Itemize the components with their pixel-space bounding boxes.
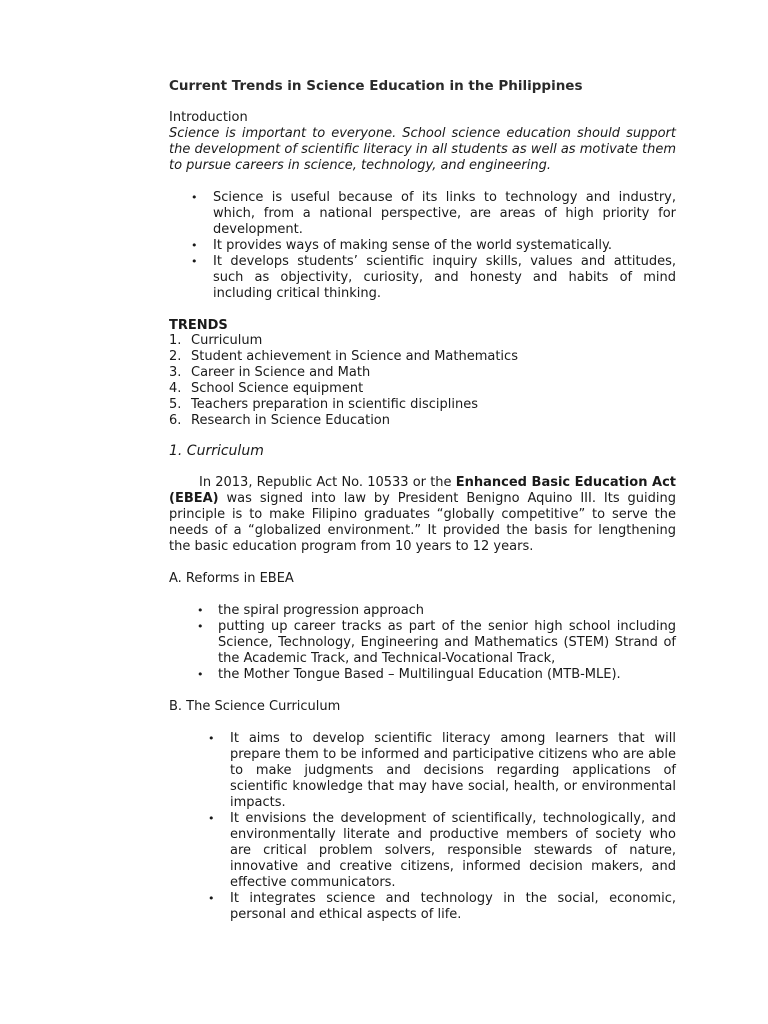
document-title: Current Trends in Science Education in the Philippines: [169, 78, 583, 94]
curriculum-paragraph: [169, 475, 676, 555]
list-item-text: Science is useful because of its links to technology and industry, which, from a national perspective, are areas of high priority for development.: [213, 190, 676, 237]
bullet-icon: •: [208, 812, 215, 825]
list-item-text: It integrates science and technology in the social, economic, personal and ethical aspects of life.: [230, 891, 676, 922]
trend-number: 1.: [169, 333, 182, 348]
introduction-bullet-list: [191, 190, 676, 302]
trend-item: [169, 397, 518, 413]
introduction-text: [169, 126, 676, 174]
trend-item: [169, 413, 518, 429]
subheading-science-curriculum: B. The Science Curriculum: [169, 699, 341, 714]
list-item-text: It develops students’ scientific inquiry skills, values and attitudes, such as objectivity, curiosity, and honesty and habits of mind including critical thinking.: [213, 254, 676, 301]
introduction-paragraph: Science is important to everyone. School science education should support the development of scientific literacy in all students as well as motivate them to pursue careers in science, technology, and engineering.: [169, 126, 676, 173]
trend-label: Career in Science and Math: [191, 365, 371, 380]
trend-number: 3.: [169, 365, 182, 380]
trend-number: 2.: [169, 349, 182, 364]
list-item: [208, 891, 676, 923]
bullet-icon: •: [197, 668, 204, 681]
trend-item: [169, 333, 518, 349]
trend-item: [169, 365, 518, 381]
bullet-icon: •: [191, 239, 198, 252]
list-item: [197, 667, 676, 683]
bullet-icon: •: [208, 732, 215, 745]
list-item: [197, 619, 676, 667]
trend-item: [169, 381, 518, 397]
paragraph: [169, 475, 676, 555]
subheading-reforms: A. Reforms in EBEA: [169, 571, 294, 586]
list-item: [208, 731, 676, 811]
list-item: [191, 254, 676, 302]
trend-label: Research in Science Education: [191, 413, 390, 428]
paragraph-text: was signed into law by President Benigno Aquino III. Its guiding principle is to make Filipino graduates “globally competitive” to serve the needs of a “globalized environment.” It provided the basis for lengthening the basic education program from 10 years to 12 years.: [169, 491, 676, 554]
trends-list: [169, 333, 518, 429]
list-item-text: It provides ways of making sense of the world systematically.: [213, 238, 612, 253]
trend-number: 6.: [169, 413, 182, 428]
list-item-text: It aims to develop scientific literacy among learners that will prepare them to be informed and participative citizens who are able to make judgments and decisions regarding applications of scientific knowledge that may have social, health, or environmental impacts.: [230, 731, 676, 810]
bullet-icon: •: [197, 620, 204, 633]
list-item: [191, 238, 676, 254]
bullet-icon: •: [197, 604, 204, 617]
introduction-heading: Introduction: [169, 110, 248, 125]
trend-label: School Science equipment: [191, 381, 364, 396]
science-curriculum-bullet-list: [208, 731, 676, 923]
trend-label: Student achievement in Science and Mathematics: [191, 349, 518, 364]
bullet-icon: •: [191, 255, 198, 268]
list-item-text: the Mother Tongue Based – Multilingual Education (MTB-MLE).: [218, 667, 621, 682]
trend-number: 4.: [169, 381, 182, 396]
list-item: [197, 603, 676, 619]
list-item-text: the spiral progression approach: [218, 603, 425, 618]
trend-item: [169, 349, 518, 365]
section-heading-curriculum: 1. Curriculum: [169, 443, 264, 459]
bullet-icon: •: [208, 892, 215, 905]
list-item: [208, 811, 676, 891]
paragraph-text: In 2013, Republic Act No. 10533 or the: [199, 475, 456, 490]
trend-number: 5.: [169, 397, 182, 412]
reforms-bullet-list: [197, 603, 676, 683]
list-item-text: It envisions the development of scientifically, technologically, and environmentally literate and productive members of society who are critical problem solvers, responsible stewards of nature, innovative and creative citizens, informed decision makers, and effective communicators.: [230, 811, 676, 890]
trend-label: Teachers preparation in scientific disciplines: [191, 397, 479, 412]
list-item: [191, 190, 676, 238]
list-item-text: putting up career tracks as part of the senior high school including Science, Technology, Engineering and Mathematics (STEM) Strand of the Academic Track, and Technical-Vocational Track,: [218, 619, 676, 666]
paragraph-bold-text: Enhanced Basic Education Act (EBEA): [169, 475, 677, 506]
trend-label: Curriculum: [191, 333, 263, 348]
trends-heading: TRENDS: [169, 318, 228, 333]
bullet-icon: •: [191, 191, 198, 204]
